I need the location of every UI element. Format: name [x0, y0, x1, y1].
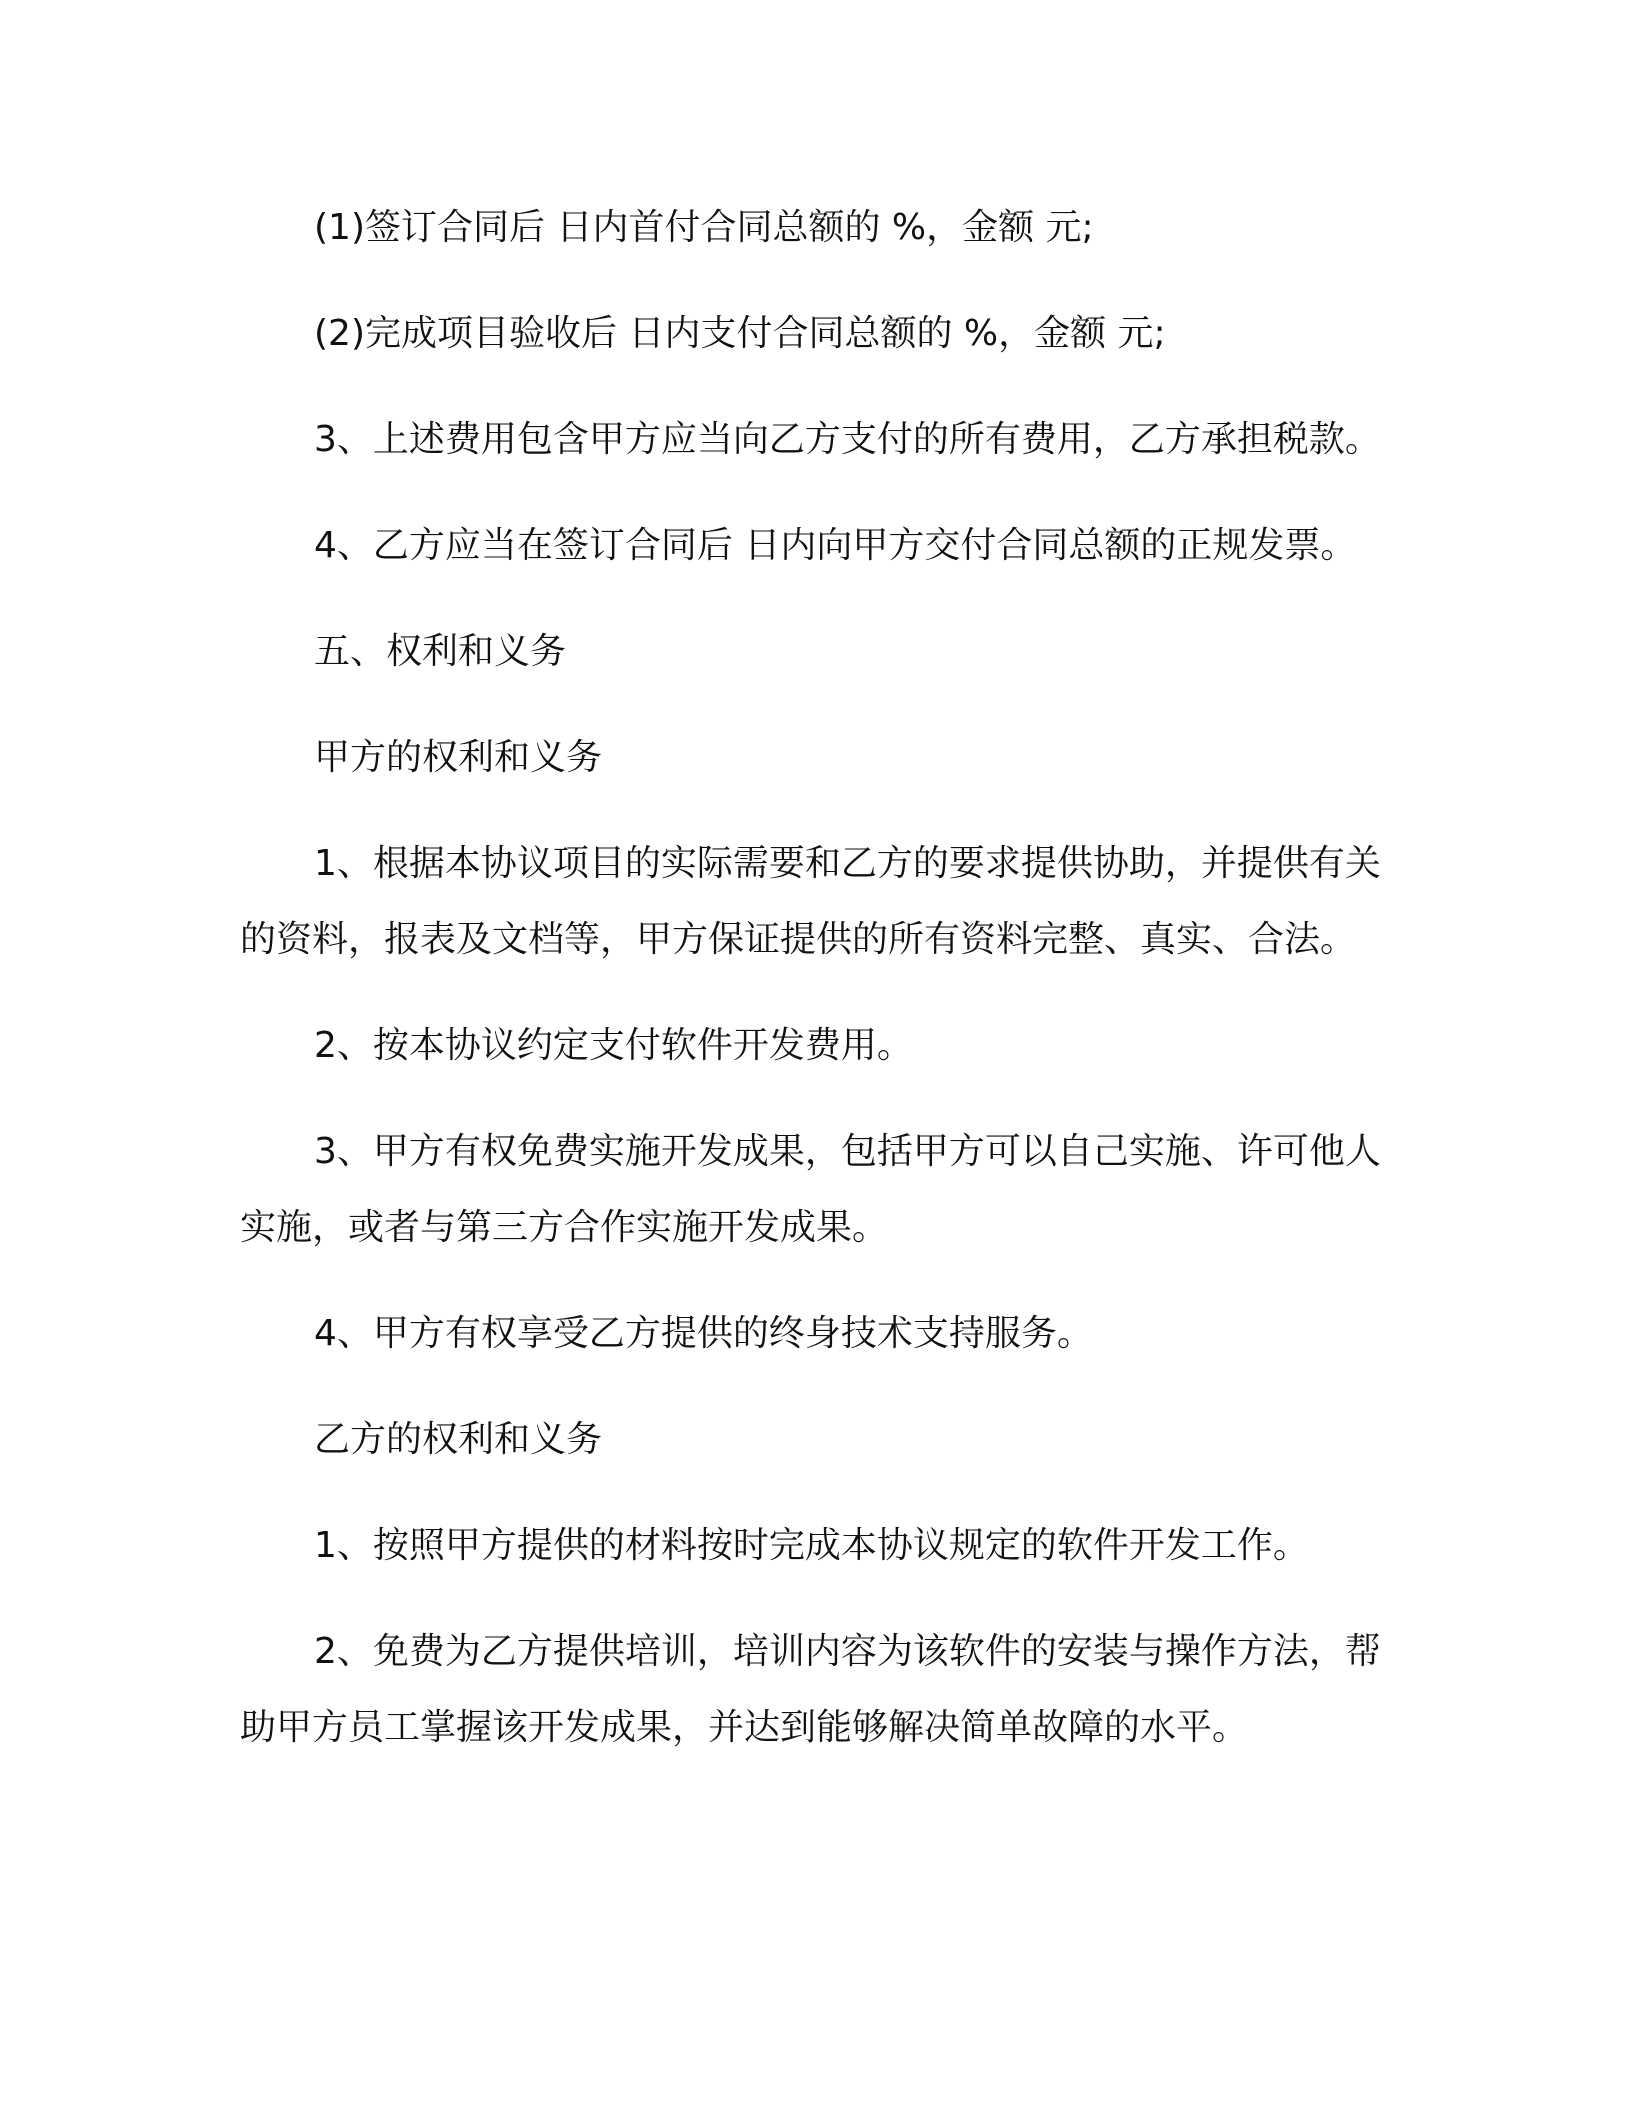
subheading-party-b: 乙方的权利和义务 [314, 1419, 603, 1460]
paragraph-party-a-2: 2、按本协议约定支付软件开发费用。 [314, 1025, 913, 1066]
paragraph-party-a-3: 3、甲方有权免费实施开发成果，包括甲方可以自己实施、许可他人实施，或者与第三方合作实施开发成果。 [240, 1131, 1381, 1248]
subheading-party-a: 甲方的权利和义务 [314, 737, 603, 778]
paragraph-party-b-1: 1、按照甲方提供的材料按时完成本协议规定的软件开发工作。 [314, 1525, 1309, 1566]
paragraph-party-b-2: 2、免费为乙方提供培训，培训内容为该软件的安装与操作方法，帮助甲方员工掌握该开发成果，并达到能够解决简单故障的水平。 [240, 1631, 1381, 1748]
paragraph-payment-1: (1)签订合同后 日内首付合同总额的 %，金额 元; [314, 207, 1094, 248]
paragraph-party-a-1: 1、根据本协议项目的实际需要和乙方的要求提供协助，并提供有关的资料，报表及文档等，甲方保证提供的所有资料完整、真实、合法。 [240, 843, 1381, 960]
paragraph-fees-included: 3、上述费用包含甲方应当向乙方支付的所有费用，乙方承担税款。 [314, 419, 1381, 460]
document-body [240, 190, 1390, 1796]
paragraph-invoice: 4、乙方应当在签订合同后 日内向甲方交付合同总额的正规发票。 [314, 525, 1357, 566]
paragraph-party-a-4: 4、甲方有权享受乙方提供的终身技术支持服务。 [314, 1313, 1093, 1354]
paragraph-payment-2: (2)完成项目验收后 日内支付合同总额的 %，金额 元; [314, 313, 1166, 354]
section-heading-rights-obligations: 五、权利和义务 [314, 631, 567, 672]
